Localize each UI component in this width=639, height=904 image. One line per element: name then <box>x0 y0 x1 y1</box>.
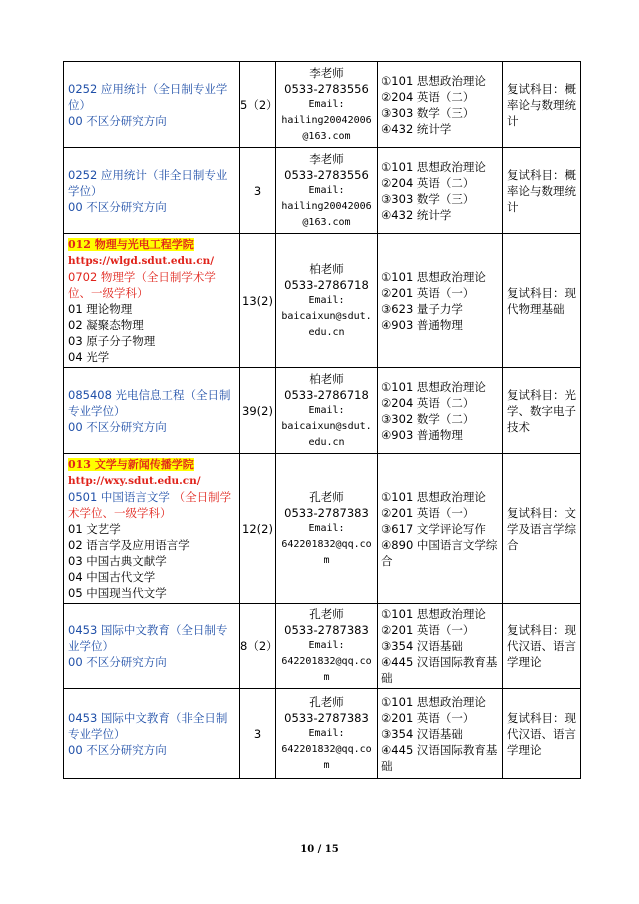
exam-subject: ④445 汉语国际教育基础 <box>381 655 498 685</box>
table-row <box>64 689 581 779</box>
research-direction: 00 不区分研究方向 <box>68 113 167 128</box>
college-url[interactable]: http://wxy.sdut.edu.cn/ <box>68 475 201 487</box>
research-direction: 03 原子分子物理 <box>68 334 156 348</box>
program-name: 0702 物理学（全日制学术学位、一级学科） <box>68 270 216 300</box>
quota-cell: 8（2） <box>240 604 276 689</box>
exam-subject: ③623 量子力学 <box>381 301 463 316</box>
research-direction: 01 理论物理 <box>68 302 133 316</box>
exam-subject: ④890 中国语言文学综合 <box>381 537 498 568</box>
contact-cell <box>276 148 378 234</box>
exam-subject: ④445 汉语国际教育基础 <box>381 742 498 773</box>
program-cell <box>64 454 240 604</box>
email-label: Email: <box>308 727 345 739</box>
email-label: Email: <box>308 522 345 534</box>
program-name: 0252 应用统计（全日制专业学位） <box>68 81 228 112</box>
contact-phone: 0533-2786718 <box>284 277 369 292</box>
contact-phone: 0533-2783556 <box>284 167 369 182</box>
exam-subjects-cell <box>378 62 503 148</box>
table-row <box>64 62 581 148</box>
table-row <box>64 604 581 689</box>
contact-cell <box>276 689 378 779</box>
exam-subject: ②204 英语（二） <box>381 89 475 104</box>
exam-subject: ③354 汉语基础 <box>381 639 463 653</box>
email-label: Email: <box>308 640 345 651</box>
exam-subject: ①101 思想政治理论 <box>381 607 486 621</box>
exam-subject: ④903 普通物理 <box>381 317 463 332</box>
contact-name: 柏老师 <box>309 261 344 276</box>
contact-email: 642201832@qq.com <box>281 743 372 771</box>
exam-subject: ①101 思想政治理论 <box>381 73 486 88</box>
research-direction: 01 文艺学 <box>68 522 121 536</box>
program-cell <box>64 234 240 368</box>
table-row <box>64 234 581 368</box>
contact-phone: 0533-2783556 <box>284 81 369 96</box>
college-name: 013 文学与新闻传播学院 <box>68 458 194 471</box>
contact-phone: 0533-2787383 <box>284 710 369 725</box>
exam-subject: ①101 思想政治理论 <box>381 159 486 174</box>
exam-subject: ①101 思想政治理论 <box>381 489 486 504</box>
email-label: Email: <box>308 294 345 306</box>
exam-subjects-cell <box>378 234 503 368</box>
table-row <box>64 368 581 454</box>
contact-email: hailing20042006@163.com <box>281 200 372 228</box>
exam-subject: ①101 思想政治理论 <box>381 379 486 394</box>
retest-cell: 复试科目：光学、数字电子技术 <box>503 368 581 454</box>
research-direction: 02 语言学及应用语言学 <box>68 538 190 552</box>
exam-subject: ③303 数学（三） <box>381 191 475 206</box>
retest-cell: 复试科目：概率论与数理统计 <box>503 148 581 234</box>
research-direction: 05 中国现当代文学 <box>68 586 167 600</box>
contact-email: baicaixun@sdut.edu.cn <box>281 420 372 448</box>
exam-subjects-cell <box>378 689 503 779</box>
email-label: Email: <box>308 184 345 196</box>
quota-cell: 12(2) <box>240 454 276 604</box>
quota-cell: 5（2） <box>240 62 276 148</box>
contact-cell <box>276 454 378 604</box>
exam-subject: ④903 普通物理 <box>381 427 463 442</box>
contact-email: 642201832@qq.com <box>281 538 372 566</box>
research-direction: 02 凝聚态物理 <box>68 318 144 332</box>
program-cell <box>64 148 240 234</box>
exam-subject: ②204 英语（二） <box>381 175 475 190</box>
exam-subject: ③354 汉语基础 <box>381 726 463 741</box>
exam-subject: ②201 英语（一） <box>381 623 475 637</box>
exam-subject: ④432 统计学 <box>381 121 452 136</box>
program-type: （全日制学术学位、一级学科） <box>68 490 232 520</box>
research-direction: 04 中国古代文学 <box>68 570 156 584</box>
table-row <box>64 454 581 604</box>
contact-cell <box>276 604 378 689</box>
email-label: Email: <box>308 98 345 110</box>
exam-subject: ③617 文学评论写作 <box>381 521 486 536</box>
email-label: Email: <box>308 404 345 416</box>
program-cell <box>64 604 240 689</box>
program-name: 085408 光电信息工程（全日制专业学位） <box>68 387 231 418</box>
retest-cell: 复试科目：现代汉语、语言学理论 <box>503 604 581 689</box>
exam-subject: ①101 思想政治理论 <box>381 269 486 284</box>
retest-cell: 复试科目：概率论与数理统计 <box>503 62 581 148</box>
program-cell <box>64 368 240 454</box>
exam-subject: ①101 思想政治理论 <box>381 694 486 709</box>
contact-phone: 0533-2786718 <box>284 387 369 402</box>
contact-email: baicaixun@sdut.edu.cn <box>281 310 372 338</box>
research-direction: 00 不区分研究方向 <box>68 199 167 214</box>
exam-subject: ③302 数学（二） <box>381 411 475 426</box>
program-code: 0501 中国语言文学 <box>68 490 174 504</box>
college-url[interactable]: https://wlgd.sdut.edu.cn/ <box>68 255 215 267</box>
exam-subject: ④432 统计学 <box>381 207 452 222</box>
quota-cell: 3 <box>240 689 276 779</box>
research-direction: 04 光学 <box>68 350 110 364</box>
research-direction: 03 中国古典文献学 <box>68 554 167 568</box>
program-table <box>63 61 581 779</box>
retest-cell: 复试科目：现代汉语、语言学理论 <box>503 689 581 779</box>
contact-name: 孔老师 <box>309 607 344 621</box>
program-cell <box>64 62 240 148</box>
program-cell <box>64 689 240 779</box>
page-number: 10 / 15 <box>300 844 339 855</box>
table-row <box>64 148 581 234</box>
program-name: 0453 国际中文教育（全日制专业学位） <box>68 623 228 653</box>
research-direction: 00 不区分研究方向 <box>68 742 167 757</box>
research-direction: 00 不区分研究方向 <box>68 655 167 669</box>
contact-name: 李老师 <box>309 65 344 80</box>
exam-subject: ②201 英语（一） <box>381 505 475 520</box>
contact-phone: 0533-2787383 <box>284 505 369 520</box>
contact-phone: 0533-2787383 <box>284 623 369 637</box>
contact-cell <box>276 368 378 454</box>
quota-cell: 3 <box>240 148 276 234</box>
contact-email: 642201832@qq.com <box>281 656 372 683</box>
quota-cell: 13(2) <box>240 234 276 368</box>
retest-cell: 复试科目：文学及语言学综合 <box>503 454 581 604</box>
exam-subject: ②204 英语（二） <box>381 395 475 410</box>
exam-subjects-cell <box>378 454 503 604</box>
contact-name: 李老师 <box>309 151 344 166</box>
exam-subjects-cell <box>378 604 503 689</box>
contact-name: 柏老师 <box>309 371 344 386</box>
quota-cell: 39(2) <box>240 368 276 454</box>
program-name: 0252 应用统计（非全日制专业学位） <box>68 167 228 198</box>
contact-name: 孔老师 <box>309 694 344 709</box>
exam-subjects-cell <box>378 148 503 234</box>
contact-cell <box>276 234 378 368</box>
exam-subject: ②201 英语（一） <box>381 710 475 725</box>
retest-cell: 复试科目：现代物理基础 <box>503 234 581 368</box>
exam-subjects-cell <box>378 368 503 454</box>
contact-cell <box>276 62 378 148</box>
college-name: 012 物理与光电工程学院 <box>68 238 194 251</box>
program-name: 0453 国际中文教育（非全日制专业学位） <box>68 710 228 741</box>
contact-name: 孔老师 <box>309 489 344 504</box>
research-direction: 00 不区分研究方向 <box>68 419 167 434</box>
exam-subject: ③303 数学（三） <box>381 105 475 120</box>
exam-subject: ②201 英语（一） <box>381 285 475 300</box>
contact-email: hailing20042006@163.com <box>281 114 372 142</box>
